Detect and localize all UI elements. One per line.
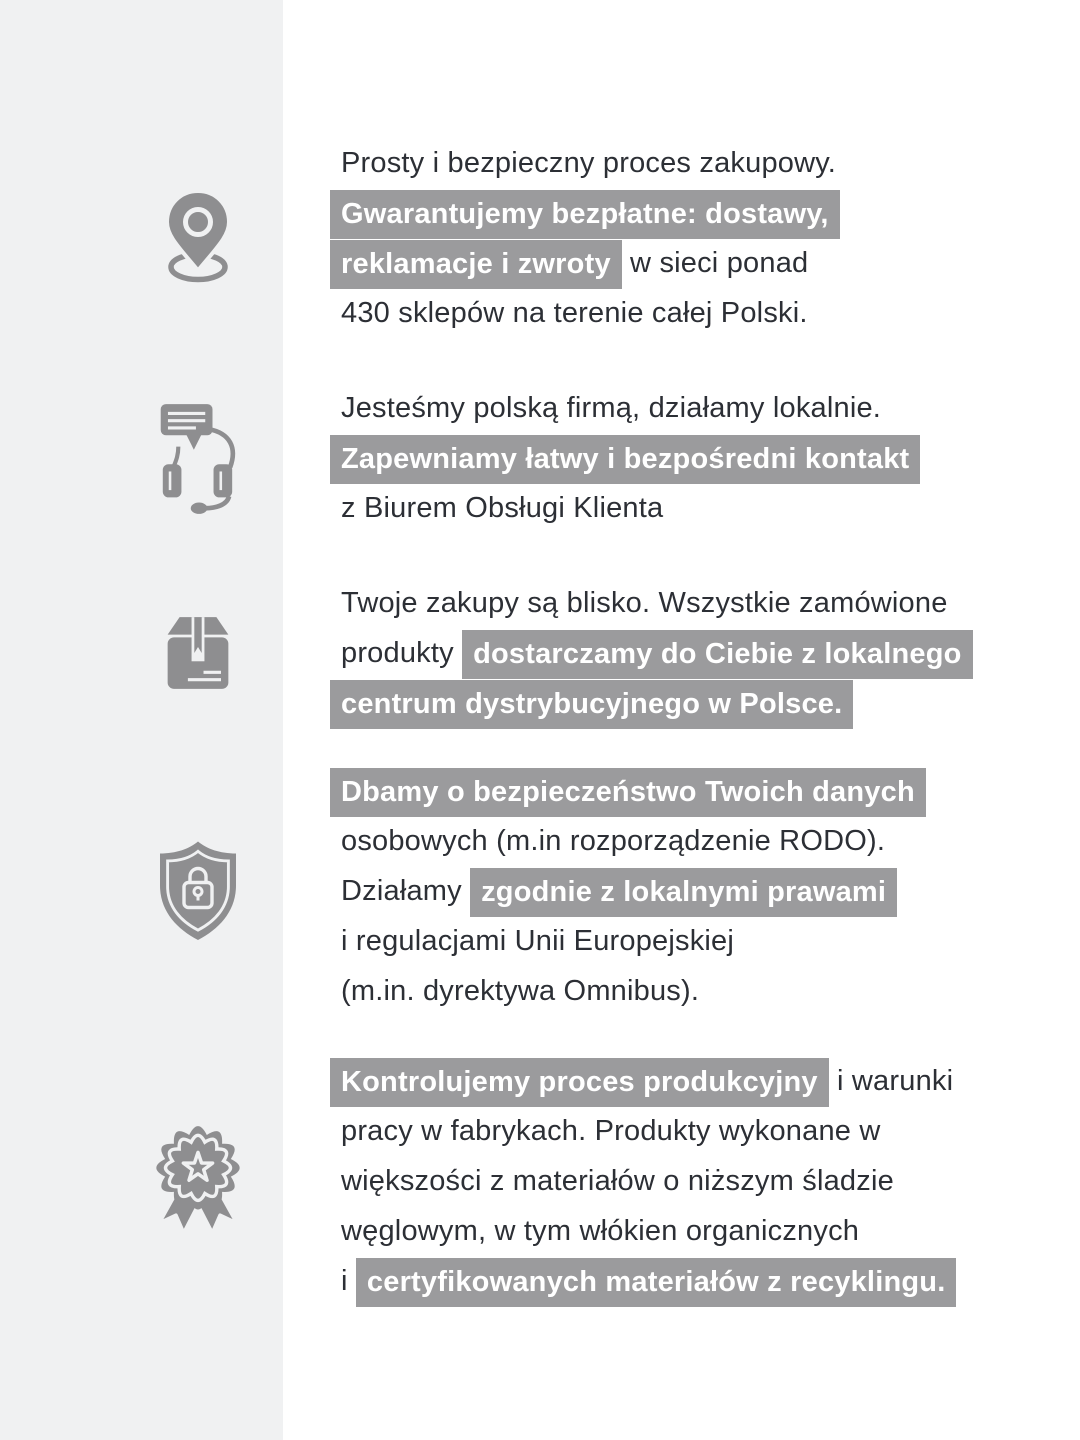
section-contact [0, 383, 1080, 533]
text-line [341, 578, 991, 628]
section-data-security [0, 766, 1080, 1016]
highlighted-text: reklamacje i zwroty [330, 240, 622, 289]
section-distribution [0, 578, 1080, 728]
plain-text: i warunki [828, 1065, 954, 1097]
location-pin-icon [140, 186, 255, 290]
text-line [341, 866, 991, 916]
text-line [341, 1156, 991, 1206]
plain-text: Jesteśmy polską firmą, działamy lokalnie. [341, 392, 882, 424]
text-line [341, 483, 991, 533]
plain-text: węglowym, w tym włókien organicznych [341, 1215, 860, 1247]
highlighted-text: Kontrolujemy proces produkcyjny [330, 1058, 829, 1107]
plain-text: 430 sklepów na terenie całej Polski. [341, 297, 808, 329]
text-line [341, 188, 991, 238]
text-line [341, 678, 991, 728]
text-block [341, 578, 991, 728]
shield-lock-icon [140, 832, 255, 950]
text-line [341, 628, 991, 678]
award-rosette-icon [140, 1120, 255, 1243]
text-line [341, 433, 991, 483]
plain-text: w sieci ponad [621, 247, 809, 279]
highlighted-text: Zapewniamy łatwy i bezpośredni kontakt [330, 435, 920, 484]
plain-text: produkty [341, 637, 463, 669]
highlighted-text: centrum dystrybucyjnego w Polsce. [330, 680, 853, 729]
text-line [341, 238, 991, 288]
text-line [341, 816, 991, 866]
highlighted-text: dostarczamy do Ciebie z lokalnego [462, 630, 972, 679]
text-line [341, 138, 991, 188]
plain-text: (m.in. dyrektywa Omnibus). [341, 975, 700, 1007]
plain-text: Działamy [341, 875, 471, 907]
text-line [341, 288, 991, 338]
package-box-icon [140, 607, 255, 699]
highlighted-text: zgodnie z lokalnymi prawami [470, 868, 897, 917]
chat-headset-icon [140, 400, 255, 516]
plain-text: pracy w fabrykach. Produkty wykonane w [341, 1115, 881, 1147]
text-line [341, 1256, 991, 1306]
text-block [341, 138, 991, 338]
highlighted-text: Gwarantujemy bezpłatne: dostawy, [330, 190, 840, 239]
text-line [341, 383, 991, 433]
text-line [341, 1056, 991, 1106]
plain-text: i [341, 1265, 356, 1297]
highlighted-text: Dbamy o bezpieczeństwo Twoich danych [330, 768, 926, 817]
text-block [341, 1056, 991, 1306]
text-block [341, 383, 991, 533]
section-store-network [0, 138, 1080, 338]
text-line [341, 966, 991, 1016]
text-line [341, 916, 991, 966]
highlighted-text: certyfikowanych materiałów z recyklingu. [356, 1258, 957, 1307]
text-line [341, 1206, 991, 1256]
plain-text: i regulacjami Unii Europejskiej [341, 925, 735, 957]
text-line [341, 766, 991, 816]
text-line [341, 1106, 991, 1156]
section-production [0, 1056, 1080, 1306]
plain-text: Twoje zakupy są blisko. Wszystkie zamówione [341, 587, 948, 619]
plain-text: z Biurem Obsługi Klienta [341, 492, 664, 524]
plain-text: większości z materiałów o niższym śladzie [341, 1165, 894, 1197]
plain-text: Prosty i bezpieczny proces zakupowy. [341, 147, 837, 179]
plain-text: osobowych (m.in rozporządzenie RODO). [341, 825, 886, 857]
text-block [341, 766, 991, 1016]
